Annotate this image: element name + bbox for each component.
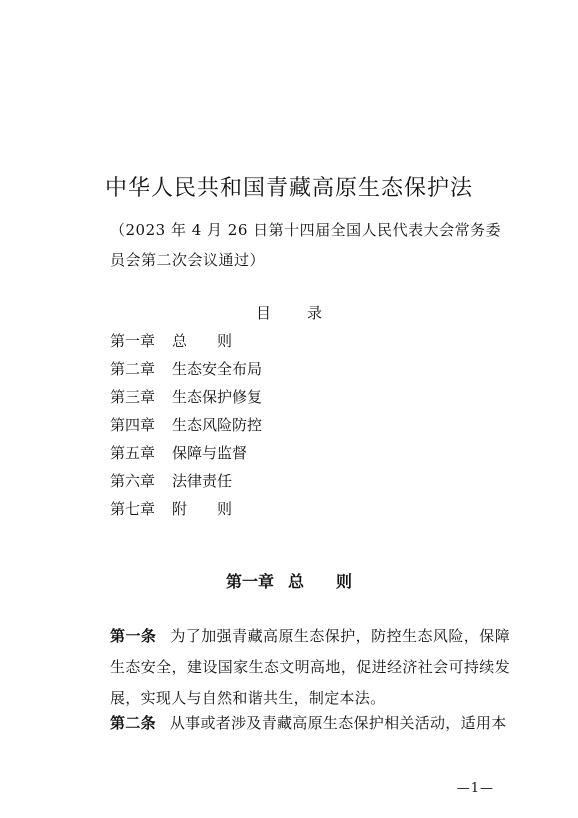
toc-chapter-title: 生态风险防控 [172, 416, 263, 434]
toc-item-chapter-6 [110, 471, 262, 499]
toc-item-chapter-1 [110, 331, 262, 359]
adoption-note: （2023 年 4 月 26 日第十四届全国人民代表大会常务委员会第二次会议通过） [110, 221, 502, 269]
toc-item-chapter-3 [110, 387, 262, 415]
toc-chapter-number: 第五章 [110, 444, 156, 462]
toc-item-chapter-4 [110, 415, 262, 443]
article-text: 为了加强青藏高原生态保护，防控生态风险，保障生态安全，建设国家生态文明高地，促进经济社会可持续发展，实现人与自然和谐共生，制定本法。 [110, 627, 510, 707]
chapter-heading-title: 总 则 [288, 572, 353, 592]
toc-chapter-number: 第七章 [110, 500, 156, 518]
toc-chapter-number: 第四章 [110, 416, 156, 434]
toc-chapter-title: 总 则 [172, 332, 233, 350]
toc-item-chapter-5 [110, 443, 262, 471]
article-label: 第二条 [110, 714, 156, 732]
toc-chapter-number: 第六章 [110, 472, 156, 490]
toc-item-chapter-7 [110, 499, 262, 527]
toc-item-chapter-2 [110, 359, 262, 387]
toc-heading [0, 302, 578, 323]
toc-heading-char-1: 目 [255, 304, 271, 322]
chapter-heading-number: 第一章 [225, 572, 274, 592]
toc-chapter-number: 第二章 [110, 360, 156, 378]
article-1 [110, 621, 510, 714]
page-number: —1— [456, 781, 494, 796]
toc-chapter-number: 第一章 [110, 332, 156, 350]
toc-chapter-title: 生态保护修复 [172, 388, 263, 406]
toc-chapter-title: 附 则 [172, 500, 233, 518]
toc-chapter-title: 保障与监督 [172, 444, 248, 462]
article-text: 从事或者涉及青藏高原生态保护相关活动，适用本 [169, 714, 507, 732]
article-label: 第一条 [110, 627, 157, 645]
toc-heading-char-2: 录 [307, 304, 323, 322]
toc-chapter-title: 法律责任 [172, 472, 233, 490]
table-of-contents [110, 331, 262, 527]
article-2 [110, 708, 510, 739]
toc-chapter-number: 第三章 [110, 388, 156, 406]
chapter-heading [0, 569, 578, 592]
toc-chapter-title: 生态安全布局 [172, 360, 263, 378]
law-title: 中华人民共和国青藏高原生态保护法 [104, 175, 473, 201]
